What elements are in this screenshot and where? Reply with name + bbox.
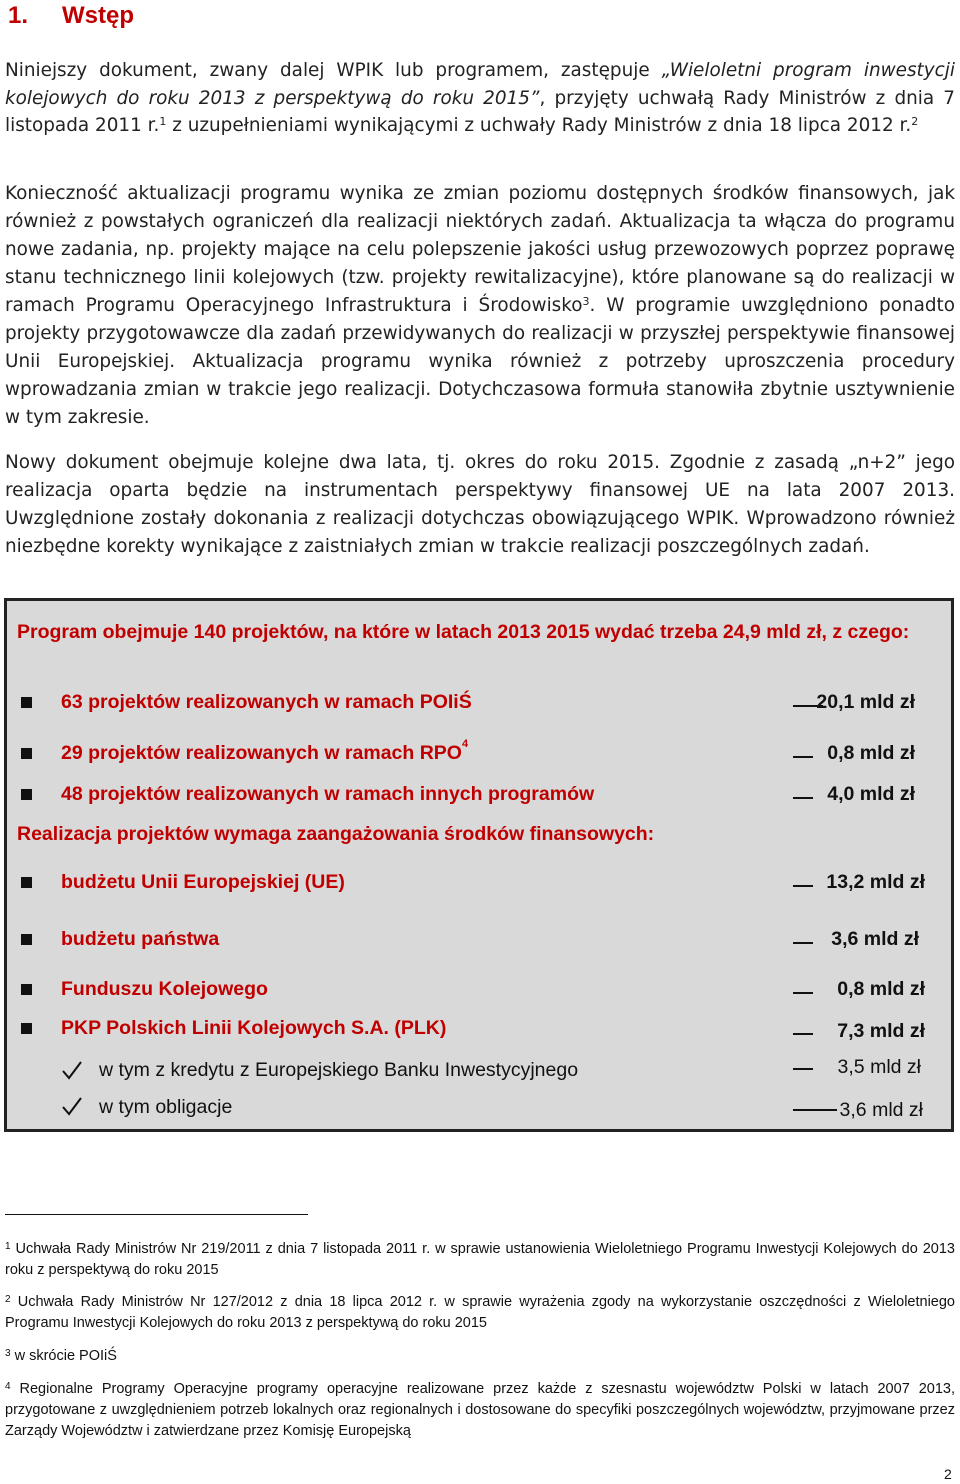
footnote-text: Uchwała Rady Ministrów Nr 127/2012 z dnia 18 lipca 2012 r. w sprawie wyrażenia zgody na wykorzystanie oszczędności z Wieloletniego Programu Inwestycji Kolejowych do roku 2013 z perspektywą do roku 2015 (5, 1294, 955, 1331)
funding-plk-amount: 7,3 mld zł (837, 1020, 925, 1042)
sub-bonds-label: w tym obligacje (99, 1096, 233, 1118)
footnote-text: w skrócie POIiŚ (10, 1348, 117, 1364)
square-bullet-icon (21, 934, 32, 945)
footnote-ref-4: 4 (461, 738, 469, 750)
funding-rail-fund-label: Funduszu Kolejowego (61, 978, 268, 1000)
funding-plk-label: PKP Polskich Linii Kolejowych S.A. (PLK) (61, 1017, 447, 1039)
footnote-ref-1: 1 (159, 115, 167, 128)
p1-text-c: z uzupełnieniami wynikającymi z uchwały Rady Ministrów z dnia 18 lipca 2012 r. (166, 115, 912, 136)
sub-eib-amount: 3,5 mld zł (837, 1056, 921, 1078)
intro-paragraph (5, 57, 955, 140)
sub-bonds-amount: 3,6 mld zł (839, 1099, 923, 1121)
page-number: 2 (944, 1466, 952, 1482)
square-bullet-icon (21, 984, 32, 995)
section-number: 1. (8, 2, 29, 29)
item-rpo-label (61, 738, 469, 765)
sub-eib-label: w tym z kredytu z Europejskiego Banku Inwestycyjnego (99, 1059, 579, 1081)
square-bullet-icon (21, 877, 32, 888)
program-summary-box (4, 598, 954, 1132)
box-intro: Program obejmuje 140 projektów, na które w latach 2013 2015 wydać trzeba 24,9 mld zł, z czego: (17, 621, 910, 643)
item-poiis-amount: 20,1 mld zł (816, 691, 915, 713)
footnote-number: 4 (5, 1381, 11, 1392)
square-bullet-icon (21, 748, 32, 759)
footnote-2 (5, 1292, 955, 1334)
footnote-ref-3: 3 (582, 295, 590, 308)
square-bullet-icon (21, 1023, 32, 1034)
item-other-amount: 4,0 mld zł (827, 783, 915, 805)
section-title: Wstęp (62, 2, 134, 29)
footnote-number: 1 (5, 1241, 11, 1252)
p1-text-a: Niniejszy dokument, zwany dalej WPIK lub programem, zastępuje (5, 60, 662, 81)
funding-heading: Realizacja projektów wymaga zaangażowania środków finansowych: (17, 823, 655, 845)
footnote-text: Regionalne Programy Operacyjne programy operacyjne realizowane przez każde z szesnastu województw Polski w latach 2007 2013, przygotowane z uwzględnieniem potrzeb lokalnych oraz regionalnych i dostosowane do specyfiki poszczególnych województw, przyjmowane przez Zarządy Województw i zatwierdzane przez Komisję Europejską (5, 1381, 955, 1439)
item-other-label: 48 projektów realizowanych w ramach innych programów (61, 783, 595, 805)
square-bullet-icon (21, 697, 32, 708)
footnote-separator (5, 1214, 308, 1215)
footnote-ref-2: 2 (911, 115, 919, 128)
footnote-4 (5, 1379, 955, 1442)
footnote-3 (5, 1346, 955, 1367)
funding-state-label: budżetu państwa (61, 928, 220, 950)
program-title-italic: „Wieloletni program inwestycji kolejowych do roku 2013 z perspektywą do roku 2015” (5, 60, 955, 109)
p2-text-a: Konieczność aktualizacji programu wynika ze zmian poziomu dostępnych środków finansowych, jak również z powstałych ograniczeń dla realizacji niektórych zadań. Aktualizacja ta włącza do programu nowe zadania, np. projekty mające na celu polepszenie jakości usług przewozowych poprzez poprawę stanu technicznego linii kolejowych (tzw. projekty rewitalizacyjne), które planowane są do realizacji w ramach Programu Operacyjnego Infrastruktura i Środowisko (5, 183, 955, 316)
funding-state-amount: 3,6 mld zł (831, 928, 919, 950)
checkmark-icon (61, 1059, 83, 1081)
funding-eu-amount: 13,2 mld zł (826, 871, 925, 893)
new-document-paragraph: Nowy dokument obejmuje kolejne dwa lata, tj. okres do roku 2015. Zgodnie z zasadą „n+2” jego realizacja oparta będzie na instrumentach perspektywy finansowej UE na lata 2007 2013. Uwzględnione zostały dokonania z realizacji dotychczas obowiązującego WPIK. Wprowadzono również niezbędne korekty wynikające z zaistniałych zmian w trakcie realizacji poszczególnych zadań. (5, 452, 955, 557)
footnote-1 (5, 1239, 955, 1281)
section-heading (8, 2, 134, 30)
update-paragraph (5, 180, 955, 432)
p1-text-b: , przyjęty uchwałą Rady Ministrów z dnia 7 listopada 2011 r. (5, 87, 955, 136)
funding-rail-fund-amount: 0,8 mld zł (837, 978, 925, 1000)
funding-eu-label: budżetu Unii Europejskiej (UE) (61, 871, 345, 893)
item-rpo-text: 29 projektów realizowanych w ramach RPO (61, 742, 462, 764)
checkmark-icon (61, 1095, 83, 1117)
footnote-number: 3 (5, 1348, 11, 1359)
p2-text-b: . W programie uwzględniono ponadto projekty przygotowawcze dla zadań przewidywanych do realizacji w przyszłej perspektywie finansowej Unii Europejskiej. Aktualizacja programu wynika również z potrzeby uproszczenia procedury wprowadzania zmian w trakcie jego realizacji. Dotychczasowa formuła stanowiła zbytnie usztywnienie w tym zakresie. (5, 295, 955, 428)
item-rpo-amount: 0,8 mld zł (827, 742, 915, 764)
item-poiis-label: 63 projektów realizowanych w ramach POIiŚ (61, 691, 472, 713)
footnote-number: 2 (5, 1294, 11, 1305)
footnote-text: Uchwała Rady Ministrów Nr 219/2011 z dnia 7 listopada 2011 r. w sprawie ustanowienia Wieloletniego Programu Inwestycji Kolejowych do 2013 roku z perspektywą do roku 2015 (5, 1241, 955, 1278)
square-bullet-icon (21, 789, 32, 800)
